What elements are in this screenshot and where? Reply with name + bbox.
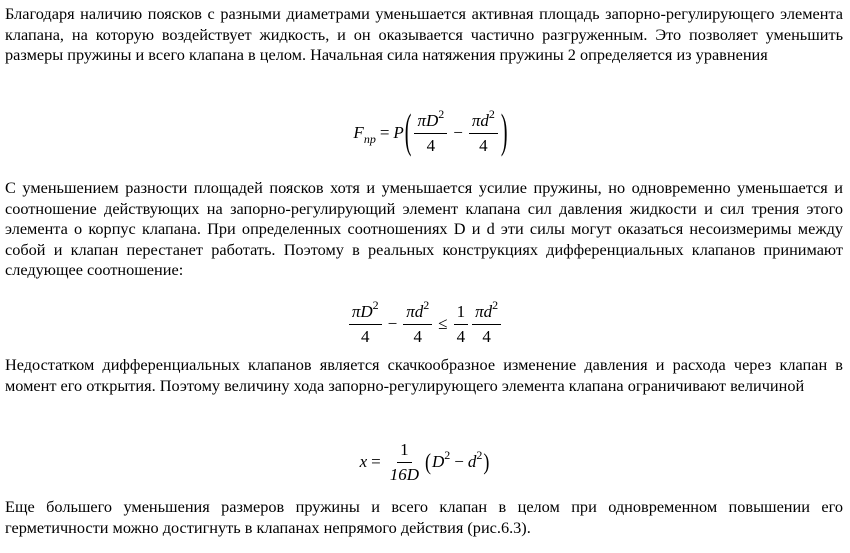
fraction-small-area: $\frac{\pi d^2}{4}$ bbox=[469, 111, 498, 156]
paragraph-1: Благодаря наличию поясков с разными диаметрами уменьшается активная площадь запорно-регулирующего элемента клапана, на которую воздействует жидкость, и он оказывается частично разгруженным. Это позволяет уменьшить размеры пружины и всего клапана в целом. Начальная сила натяжения пружины 2 определяется из уравнения bbox=[5, 4, 843, 64]
right-paren: ) bbox=[500, 105, 508, 159]
formula-lhs: $F_{пр}$ bbox=[353, 123, 376, 146]
term-big: $D^2$ bbox=[432, 448, 451, 471]
fraction-small-area-2: $\frac{\pi d^2}{4}$ bbox=[472, 302, 501, 347]
minus-sign: − bbox=[454, 452, 464, 471]
paragraph-4: Еще большего уменьшения размеров пружины и всего клапан в целом при одновременном повышении его герметичности можно достигнуть в клапанах непрямого действия (рис.6.3). bbox=[5, 497, 843, 537]
fraction-big-area: $\frac{\pi D^2}{4}$ bbox=[349, 302, 382, 347]
term-small: $d^2$ bbox=[467, 448, 483, 471]
formula-lhs: x bbox=[359, 452, 368, 471]
paragraph-3: Недостатком дифференциальных клапанов является скачкообразное изменение давления и расхода через клапан в момент его открытия. Поэтому величину хода запорно-регулирующего элемента клапана ограничивают величиной bbox=[5, 355, 843, 395]
formula-area-ratio bbox=[0, 297, 850, 348]
left-paren: ( bbox=[425, 448, 432, 475]
formula-stroke bbox=[0, 436, 850, 488]
minus-sign: − bbox=[453, 123, 463, 142]
equals-sign: = bbox=[371, 452, 381, 471]
formula-spring-force bbox=[0, 104, 850, 162]
paragraph-2: С уменьшением разности площадей поясков хотя и уменьшается усилие пружины, но одновременно уменьшается и соотношение действующих на запорно-регулирующий элемент клапана сил давления жидкости и сил трения этого элемента о корпус клапана. При определенных соотношениях D и d эти силы могут оказаться несоизмеримы между собой и клапан перестанет работать. Поэтому в реальных конструкциях дифференциальных клапанов принимают следующее соотношение: bbox=[5, 178, 843, 279]
fraction-small-area: $\frac{\pi d^2}{4}$ bbox=[403, 302, 432, 347]
leq-sign: ≤ bbox=[438, 314, 448, 333]
fraction-coefficient: $\frac{1}{16D}$ bbox=[389, 439, 420, 484]
fraction-big-area: $\frac{\pi D^2}{4}$ bbox=[414, 111, 447, 156]
minus-sign: − bbox=[387, 314, 398, 333]
equals-sign: = bbox=[379, 123, 390, 142]
right-paren: ) bbox=[483, 448, 490, 475]
coefficient: P bbox=[393, 123, 404, 142]
fraction-quarter: $\frac{1}{4}$ bbox=[454, 302, 469, 347]
left-paren: ( bbox=[404, 105, 412, 159]
